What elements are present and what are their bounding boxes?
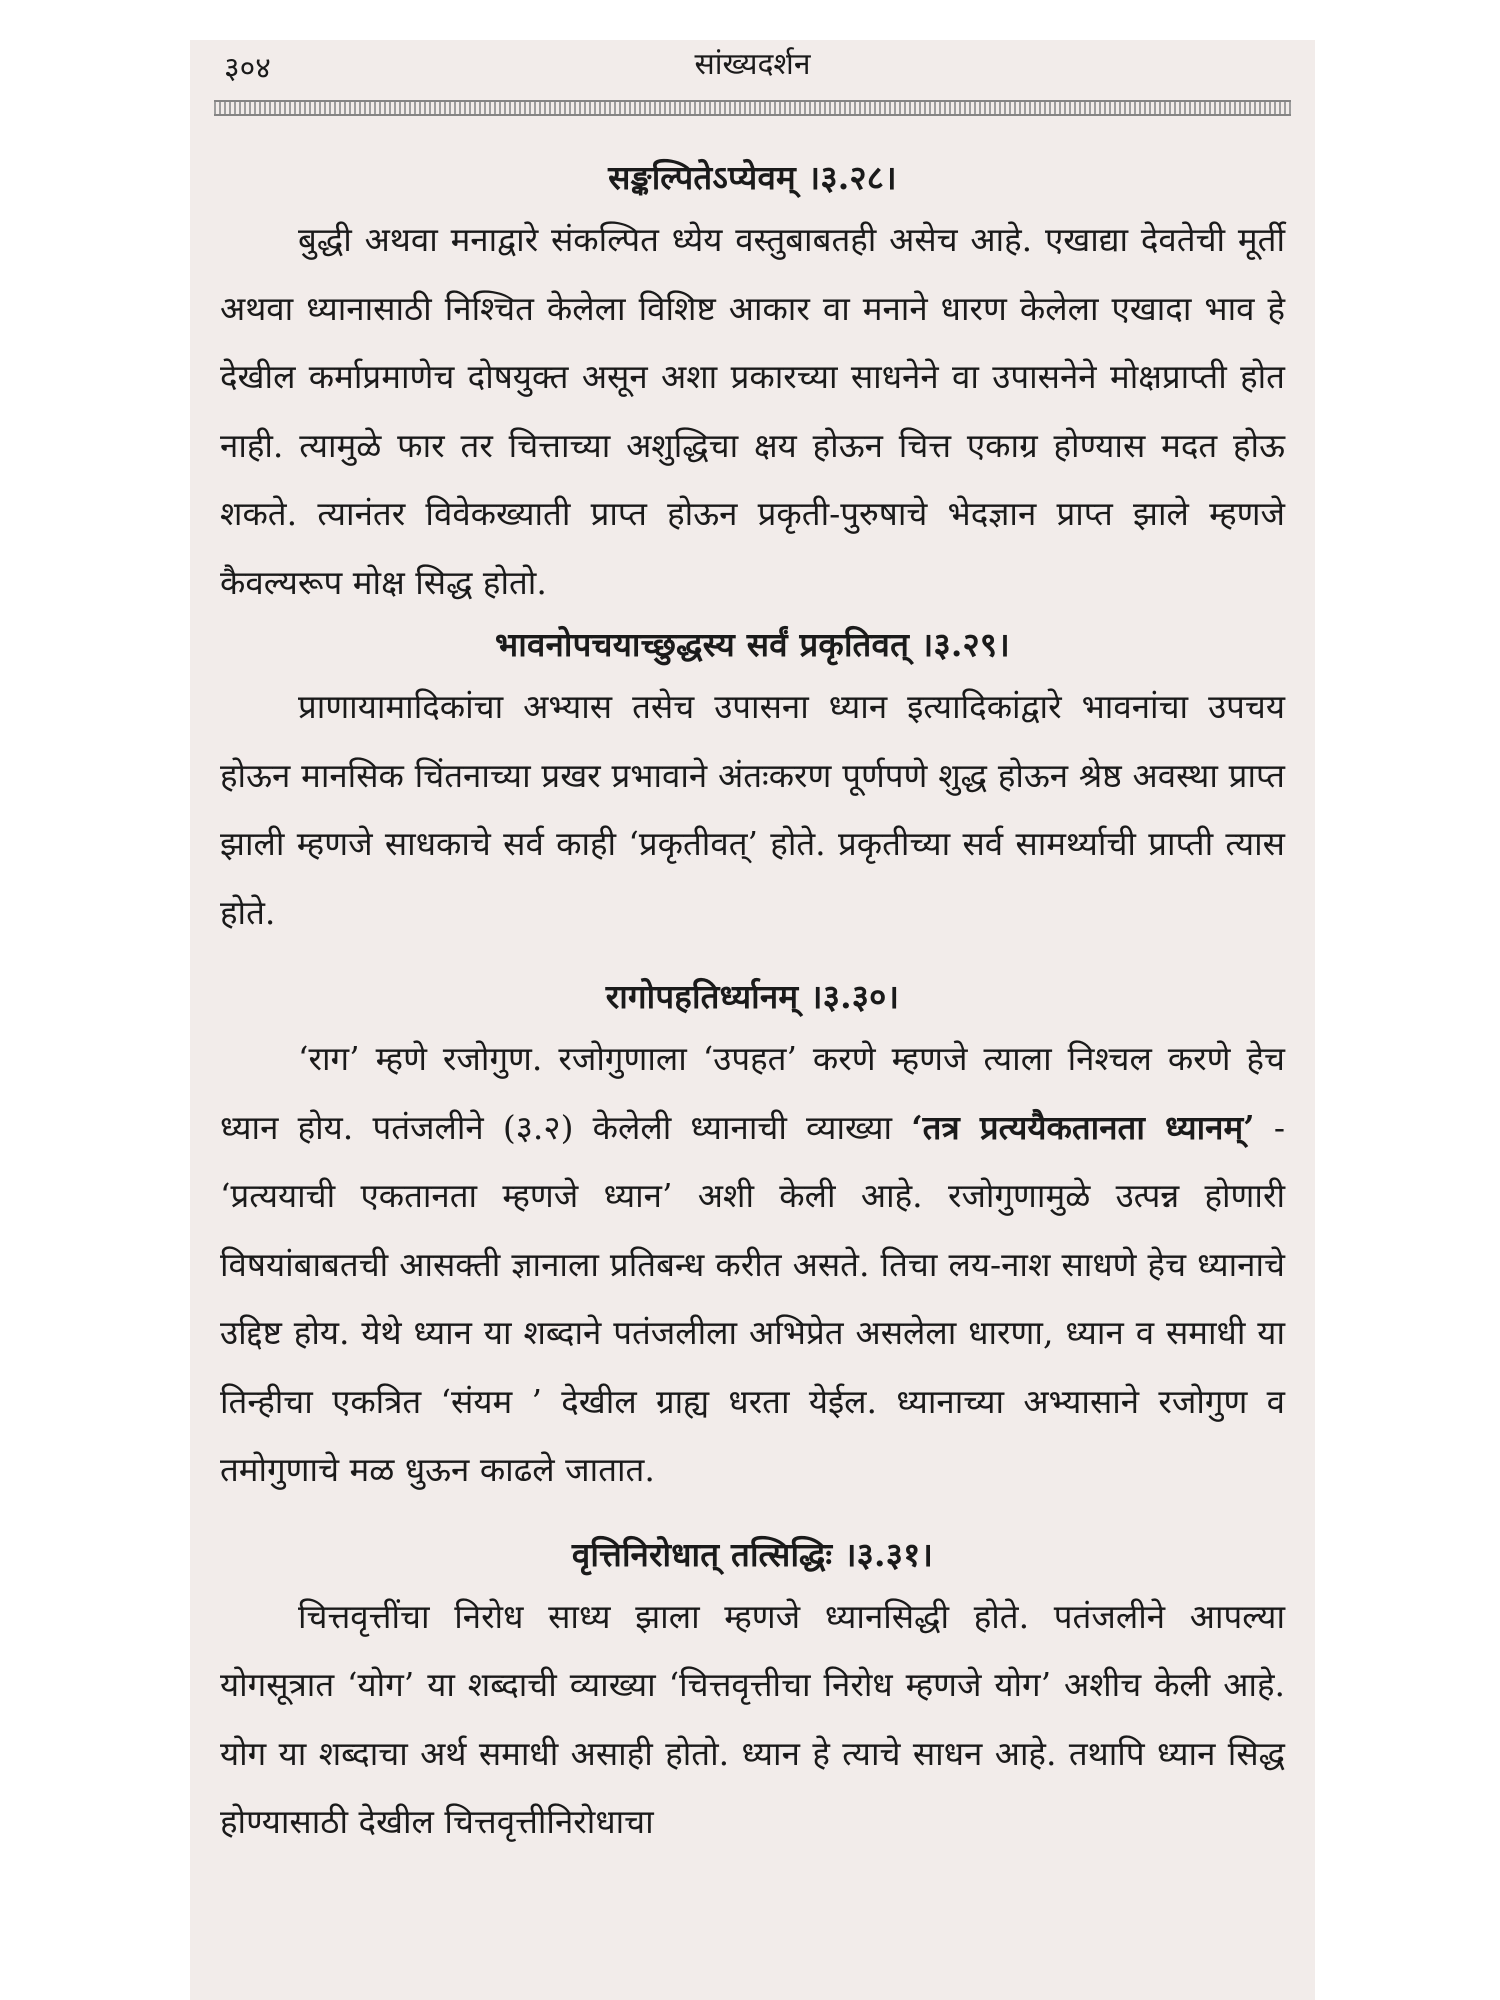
sutra-heading: वृत्तिनिरोधात् तत्सिद्धिः ।३.३१। bbox=[571, 1534, 934, 1574]
paragraph-text: - ‘प्रत्ययाची एकतानता म्हणजे ध्यान’ अशी केली आहे. रजोगुणामुळे उत्पन्न होणारी विषयांबाबतची आसक्ती ज्ञानाला प्रतिबन्ध करीत असते. तिचा लय-नाश साधणे हेच ध्यानाचे उद्दिष्ट होय. येथे ध्यान या शब्दाने पतंजलीला अभिप्रेत असलेला धारणा, ध्यान व समाधी या तिन्हीचा एकत्रित ‘संयम ’ देखील ग्राह्य धरता येईल. ध्यानाच्या अभ्यासाने रजोगुण व तमोगुणाचे मळ धुऊन काढले जातात. bbox=[220, 1107, 1285, 1489]
sutra-heading: सङ्कल्पितेऽप्येवम् ।३.२८। bbox=[608, 158, 897, 197]
quoted-sutra-bold: ‘तत्र प्रत्ययैकतानता ध्यानम्’ bbox=[911, 1107, 1255, 1147]
paragraph-text: ‘राग’ म्हणे रजोगुण. रजोगुणाला ‘उपहत’ करणे म्हणजे त्याला निश्चल करणे हेच ध्यान होय. पतंजलीने (३.२) केलेली ध्यानाची व्याख्या bbox=[220, 1039, 1285, 1147]
book-page bbox=[190, 40, 1315, 2000]
page-number: ३०४ bbox=[224, 51, 271, 86]
commentary-paragraph: प्राणायामादिकांचा अभ्यास तसेच उपासना ध्यान इत्यादिकांद्वारे भावनांचा उपचय होऊन मानसिक चिंतनाच्या प्रखर प्रभावाने अंतःकरण पूर्णपणे शुद्ध होऊन श्रेष्ठ अवस्था प्राप्त झाली म्हणजे साधकाचे सर्व काही ‘प्रकृतीवत्’ होते. प्रकृतीच्या सर्व सामर्थ्याची प्राप्ती त्यास होते. bbox=[220, 687, 1285, 932]
header-rule bbox=[214, 100, 1291, 116]
commentary-paragraph: चित्तवृत्तींचा निरोध साध्य झाला म्हणजे ध्यानसिद्धी होते. पतंजलीने आपल्या योगसूत्रात ‘योग’ या शब्दाची व्याख्या ‘चित्तवृत्तीचा निरोध म्हणजे योग’ अशीच केली आहे. योग या शब्दाचा अर्थ समाधी असाही होतो. ध्यान हे त्याचे साधन आहे. तथापि ध्यान सिद्ध होण्यासाठी देखील चित्तवृत्तीनिरोधाचा bbox=[220, 1596, 1285, 1841]
page-body bbox=[220, 150, 1285, 1857]
running-title: सांख्यदर्शन bbox=[694, 47, 811, 82]
sutra-heading: भावनोपचयाच्छुद्धस्य सर्वं प्रकृतिवत् ।३.२९। bbox=[495, 625, 1010, 664]
sutra-heading: रागोपहतिर्ध्यानम् ।३.३०। bbox=[605, 977, 900, 1016]
page-header bbox=[220, 40, 1285, 88]
commentary-paragraph bbox=[220, 1025, 1285, 1505]
commentary-paragraph: बुद्धी अथवा मनाद्वारे संकल्पित ध्येय वस्तुबाबतही असेच आहे. एखाद्या देवतेची मूर्ती अथवा ध्यानासाठी निश्चित केलेला विशिष्ट आकार वा मनाने धारण केलेला एखादा भाव हे देखील कर्माप्रमाणेच दोषयुक्त असून अशा प्रकारच्या साधनेने वा उपासनेने मोक्षप्राप्ती होत नाही. त्यामुळे फार तर चित्ताच्या अशुद्धिचा क्षय होऊन चित्त एकाग्र होण्यास मदत होऊ शकते. त्यानंतर विवेकख्याती प्राप्त होऊन प्रकृती-पुरुषाचे भेदज्ञान प्राप्त झाले म्हणजे कैवल्यरूप मोक्ष सिद्ध होतो. bbox=[220, 220, 1285, 602]
